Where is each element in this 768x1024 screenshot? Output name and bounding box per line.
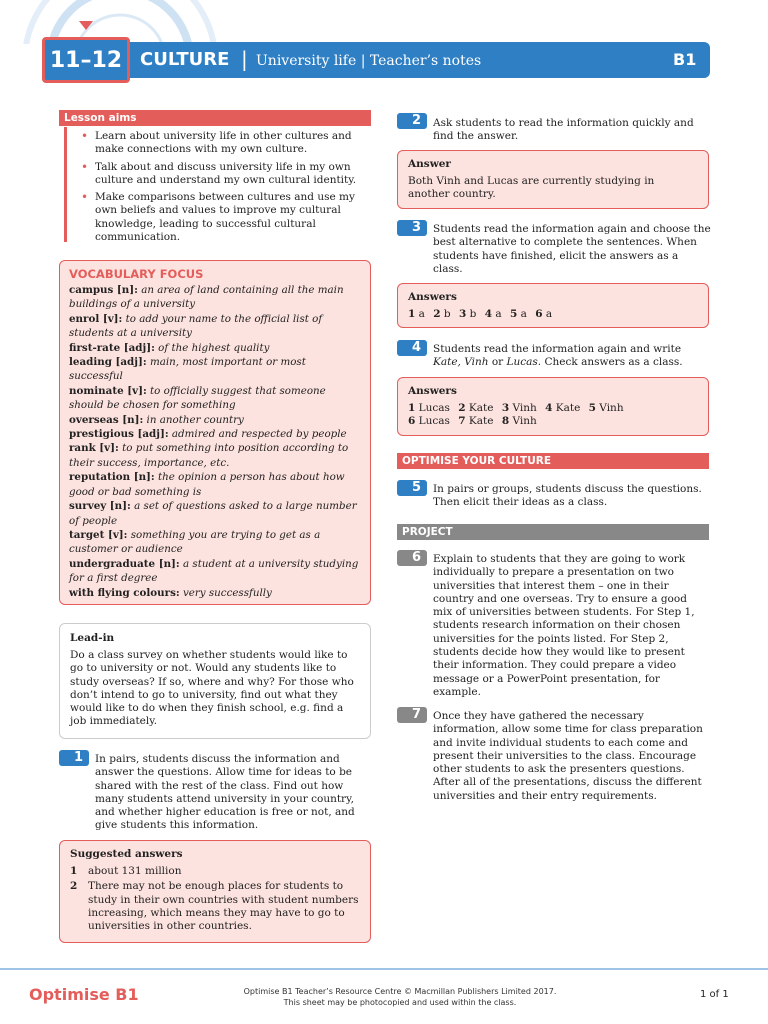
lesson-aims-list [78,130,370,248]
suggested-answers-title: Suggested answers [70,848,183,860]
answer-number: 6 [535,308,543,320]
answer-value: Kate [555,402,581,414]
answer-value: Vinh [512,415,537,428]
vocab-term: reputation [n]: [69,471,155,484]
answer-value: Vinh [512,402,537,414]
page-number: 1 of 1 [700,989,729,1000]
optimise-your-culture-heading: OPTIMISE YOUR CULTURE [397,453,709,469]
answer-value: Kate [468,402,494,414]
answer-number: 4 [545,402,553,414]
answer-value: a [520,308,527,320]
step-1-badge: 1 [59,750,89,766]
vocab-entry [69,441,362,470]
answer-number: 3 [501,402,510,414]
vocab-entry [69,312,362,341]
vocab-term: rank [v]: [69,442,119,455]
step-2-badge: 2 [397,113,427,129]
answer-number: 7 [458,415,466,428]
lead-in-text: Do a class survey on whether students would like to go to university or not. Would any students like to study overseas? If so, where and why? For those who don’t intend to go to university, find out what they would like to do when they finish school, e.g. find a job immediately. [70,649,354,728]
step-6-text: Explain to students that they are going to work individually to prepare a presentation on two universities that interest them – one in their country and one overseas. Try to ensure a good mix of universities between students. For Step 1, students research information on their chosen universities for the points listed. For Step 2, students decide how they would like to present their information. They could prepare a video message or a PowerPoint presentation, for example. [433,553,695,698]
answer-box-step-2 [397,150,709,209]
vocab-term: enrol [v]: [69,312,123,325]
step-3-badge: 3 [397,220,427,236]
vocab-entry [69,557,362,586]
vocab-term: undergraduate [n]: [69,557,180,570]
vocab-definition: a set of questions asked to a large number of people [69,500,357,527]
answer-box-step-3 [397,283,709,328]
answer-text: Both Vinh and Lucas are currently studying in another country. [408,175,655,201]
answer-value: b [443,308,451,320]
answer-text: There may not be enough places for students to study in their own countries with student numbers increasing, which means they may have to go to universities in other countries. [88,880,359,933]
vocab-term: campus [n]: [69,284,138,296]
vocab-definition: something you are trying to get as a customer or audience [69,528,321,556]
vocab-entry [69,586,362,600]
lead-in-box [59,623,371,739]
vocab-term: survey [n]: [69,500,131,513]
header-decoration [0,0,260,44]
step-2-text: Ask students to read the information quickly and find the answer. [433,117,694,143]
page-subtitle: University life | Teacher’s notes [256,53,482,69]
answer-value: b [469,308,477,320]
answer-title: Answer [408,158,451,170]
vocab-definition: admired and respected by people [171,428,347,441]
vocab-definition: to officially suggest that someone should be chosen for something [69,384,326,412]
vocab-definition: very successfully [182,586,272,599]
answer-value: a [495,308,502,320]
answer-value: Kate [468,415,494,428]
answer-box-step-4 [397,377,709,436]
vocab-entry [69,341,362,355]
vocab-entry [69,355,362,384]
vocabulary-focus-box [59,260,371,605]
vocab-entry [69,470,362,499]
step-4-badge: 4 [397,340,427,356]
step-4-text [433,343,711,370]
answer-value: Vinh [599,402,624,414]
answer-value: Lucas [418,415,450,428]
lead-in-title: Lead-in [70,632,115,644]
footer-divider [0,968,768,970]
step-5-text: In pairs or groups, students discuss the questions. Then elicit their ideas as a class. [433,483,702,509]
lesson-aim-item: • Learn about university life in other cultures and make connections with my own culture. [78,130,370,157]
answer-number: 1 [70,865,78,877]
vocab-entry [69,413,362,427]
answer-number: 1 [408,308,416,320]
header-separator: | [241,47,248,71]
answer-value: a [418,308,425,320]
vocab-definition: main, most important or most successful [69,356,306,383]
copyright-line: Optimise B1 Teacher’s Resource Centre © Macmillan Publishers Limited 2017. [243,987,557,996]
level-badge: B1 [673,50,697,69]
vocab-term: nominate [v]: [69,384,147,397]
vocab-definition: to add your name to the official list of students at a university [69,312,323,340]
vocab-term: first-rate [adj]: [69,341,155,354]
answer-value: Lucas [418,402,450,414]
vocab-term: prestigious [adj]: [69,428,169,441]
copyright-line: This sheet may be photocopied and used within the class. [283,998,517,1007]
vocab-definition: of the highest quality [158,341,270,354]
answer-number: 8 [501,415,510,428]
footer-copyright [220,986,580,1008]
step-6-badge: 6 [397,550,427,566]
answers-row [408,402,698,415]
answer-text: about 131 million [88,865,182,877]
vocabulary-title: VOCABULARY FOCUS [69,267,204,281]
step-4-names: Kate, Vinh [433,356,489,369]
step-4-text-part: or [488,356,507,369]
vocab-term: overseas [n]: [69,413,144,426]
answers-title: Answers [408,385,457,397]
step-1-text: In pairs, students discuss the information and answer the questions. Allow time for ideas to be shared with the rest of the class. Find out how many students attend university in your country, and whether higher education is free or not, and give students this information. [95,753,355,832]
vocab-entry [69,528,362,557]
lesson-aim-item: • Talk about and discuss university life in my own culture and understand my own cultural identity. [78,161,370,188]
lesson-aim-item: • Make comparisons between cultures and use my own beliefs and values to improve my cultural knowledge, leading to successful cultural communication. [78,191,370,244]
vocab-definition: the opinion a person has about how good or bad something is [69,471,345,498]
step-4-names: Lucas [506,356,538,369]
answers-row [408,415,698,428]
answer-number: 2 [433,308,441,320]
unit-number: 11–12 [49,48,123,73]
step-4-text-part: Students read the information again and write [433,343,682,355]
vocab-definition: a student at a university studying for a first degree [69,557,359,585]
answer-number: 1 [408,402,416,414]
answers-row [408,308,698,321]
step-7-badge: 7 [397,707,427,723]
vocab-entry [69,283,362,312]
suggested-answer-item [70,880,360,933]
answer-number: 5 [510,308,518,320]
footer-brand: Optimise B1 [29,985,139,1004]
answer-number: 4 [484,308,493,320]
answer-number: 3 [459,308,467,320]
vocab-entry [69,384,362,413]
vocab-term: leading [adj]: [69,356,147,369]
answers-title: Answers [408,291,457,303]
vocab-entry [69,427,362,441]
step-3-text: Students read the information again and choose the best alternative to complete the sentences. When students have finished, elicit the answers as a class. [433,223,711,275]
step-5-badge: 5 [397,480,427,496]
answer-number: 2 [458,402,466,414]
answer-value: a [545,308,553,320]
unit-number-box [42,37,130,83]
answer-number: 2 [70,880,78,893]
vocab-entry [69,499,362,528]
suggested-answer-item [70,865,360,878]
vocab-definition: to put something into position according to their success, importance, etc. [69,442,349,469]
lesson-aims-heading: Lesson aims [59,110,371,126]
vocab-term: with flying colours: [69,586,180,599]
triangle-marker-icon [79,21,93,30]
vocab-definition: an area of land containing all the main buildings of a university [69,284,344,311]
step-4-text-part: . Check answers as a class. [537,356,683,369]
vocab-definition: in another country [146,413,244,426]
step-7-text: Once they have gathered the necessary information, allow some time for class preparation and invite individual students to each come and present their universities to the class. Encourage other students to ask the presenters questions. After all of the presentations, discuss the different universities and their entry requirements. [433,710,703,802]
section-title: CULTURE [140,49,230,70]
project-heading: PROJECT [397,524,709,540]
vocab-term: target [v]: [69,528,128,541]
suggested-answers-box [59,840,371,943]
lesson-aims-rule [64,127,67,242]
answer-number: 5 [588,402,596,414]
answer-number: 6 [408,415,416,428]
